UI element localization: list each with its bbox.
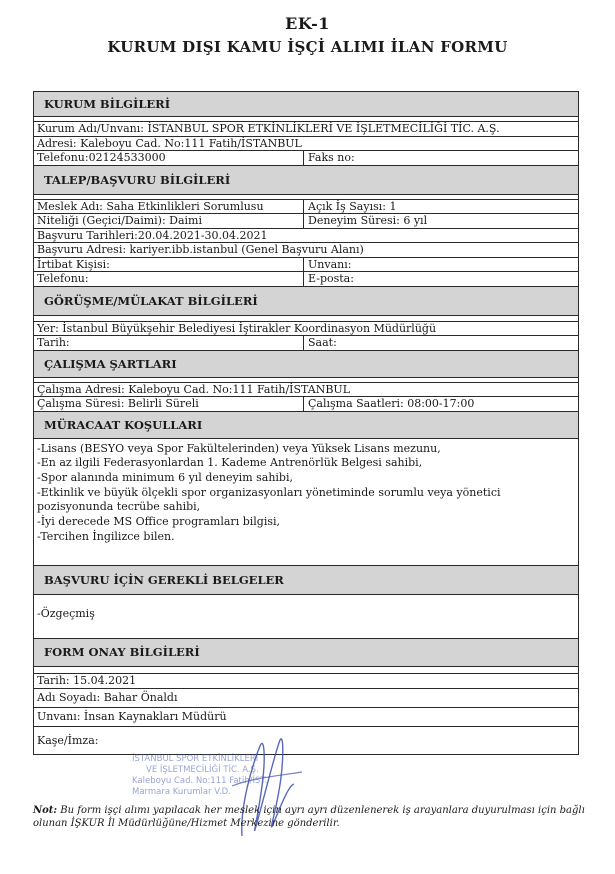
stamp-signature-label: Kaşe/İmza: [37,733,99,747]
condition-line: pozisyonunda tecrübe sahibi, [37,500,201,514]
document-item: -Özgeçmiş [37,606,95,620]
institution-fax: Faks no: [308,151,355,165]
section-kurum-heading: KURUM BİLGİLERİ [34,92,578,117]
interview-place: Yer: İstanbul Büyükşehir Belediyesi İştirakler Koordinasyon Müdürlüğü [37,321,437,335]
approver-name: Adı Soyadı: Bahar Önaldı [37,691,178,704]
work-hours: Çalışma Saatleri: 08:00-17:00 [308,397,475,411]
section-muracaat-heading: MÜRACAAT KOŞULLARI [34,412,578,439]
contact-title: Unvanı: [308,257,352,271]
work-duration: Çalışma Süresi: Belirli Süreli [34,397,304,411]
application-dates: Başvuru Tarihleri:20.04.2021-30.04.2021 [37,228,268,242]
note-text: Bu form işçi alımı yapılacak her meslek için ayrı ayrı düzenlenerek iş arayanlara duyurulması için bağlı olunan İŞKUR İl Müdürlüğüne/Hizmet Merkezine gönderilir. [33,805,585,829]
contact-phone: Telefonu: [34,272,304,286]
application-conditions [34,439,578,566]
footnote [33,804,593,830]
form-code: EK-1 [285,14,330,33]
section-gorusme-heading: GÖRÜŞME/MÜLAKAT BİLGİLERİ [34,287,578,316]
condition-line: -En az ilgili Federasyonlardan 1. Kademe Antrenörlük Belgesi sahibi, [37,456,423,470]
institution-address: Adresi: Kaleboyu Cad. No:111 Fatih/İSTANBUL [37,136,302,150]
condition-line: -İyi derecede MS Office programları bilgisi, [37,515,280,529]
institution-name: Kurum Adı/Unvanı: İSTANBUL SPOR ETKİNLİKLERİ VE İŞLETMECİLİĞİ TİC. A.Ş. [37,122,500,136]
institution-phone: Telefonu:02124533000 [34,151,304,165]
company-stamp: İSTANBUL SPOR ETKİNLİKLERİ VE İŞLETMECİLİĞİ TİC. A.Ş. Kaleboyu Cad. No:111 Fatih/İST. Marmara Kurumlar V.D. [132,754,268,797]
form-title: KURUM DIŞI KAMU İŞÇİ ALIMI İLAN FORMU [107,38,508,56]
section-calisma-heading: ÇALIŞMA ŞARTLARI [34,351,578,378]
condition-line: -Tercihen İngilizce bilen. [37,529,175,543]
contact-person: İrtibat Kişisi: [34,258,304,272]
occupation-name: Meslek Adı: Saha Etkinlikleri Sorumlusu [34,200,304,214]
contact-email: E-posta: [308,272,354,286]
condition-line: -Etkinlik ve büyük ölçekli spor organizasyonları yönetiminde sorumlu veya yönetici [37,485,501,499]
section-onay-heading: FORM ONAY BİLGİLERİ [34,639,578,667]
approval-date: Tarih: 15.04.2021 [37,674,137,687]
required-documents [34,595,578,639]
condition-line: -Lisans (BESYO veya Spor Fakültelerinden) veya Yüksek Lisans mezunu, [37,441,441,455]
announcement-form [33,91,579,755]
work-address: Çalışma Adresi: Kaleboyu Cad. No:111 Fatih/İSTANBUL [37,382,350,396]
open-positions: Açık İş Sayısı: 1 [308,199,397,213]
section-talep-heading: TALEP/BAŞVURU BİLGİLERİ [34,166,578,195]
approver-title: Unvanı: İnsan Kaynakları Müdürü [37,710,227,723]
experience-duration: Deneyim Süresi: 6 yıl [308,214,428,228]
interview-time: Saat: [308,336,337,350]
section-belgeler-heading: BAŞVURU İÇİN GEREKLİ BELGELER [34,566,578,595]
application-address: Başvuru Adresi: kariyer.ibb.istanbul (Genel Başvuru Alanı) [37,243,364,257]
employment-type: Niteliği (Geçici/Daimi): Daimi [34,214,304,228]
condition-line: -Spor alanında minimum 6 yıl deneyim sahibi, [37,470,293,484]
interview-date: Tarih: [34,336,304,350]
note-label: Not: [33,805,58,816]
